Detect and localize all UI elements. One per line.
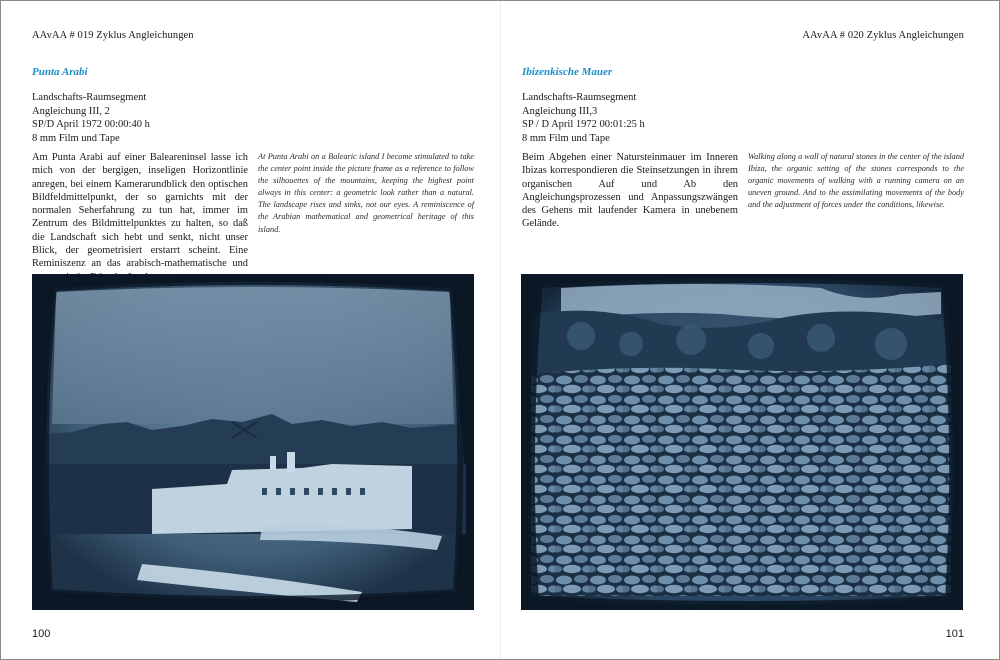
film-still-ibizenkische-mauer xyxy=(521,274,963,610)
german-text-left: Am Punta Arabi auf einer Baleareninsel lasse ich mich von der bergigen, inseligen Horizontlinie anregen, bei einem Kamerarundblick den optischen Bildfeldmittelpunkt, der so garnichts mit der normalen Seherfahrung zu tun hat, immer im Zentrum des Bildmittelpunktes zu halten, so daß die Landschaft sich hebt und senkt, nicht unser Blick, der geometrisiert erstarrt scheint. Eine Reminiszenz an das arabisch-mathematische und xyxy=(32,152,248,270)
meta-line: SP / D April 1972 00:01:25 h xyxy=(522,119,645,131)
left-page xyxy=(1,1,500,659)
page-number-right: 101 xyxy=(945,628,964,640)
german-text-right: Beim Abgehen einer Natursteinmauer im Inneren Ibizas korrespondieren die Steinsetzungen in ihrem organischen Auf und Ab den Angleichungsprozessen und Anpassungszwängen des Gehens mit laufender Kamera in unebenem Gelände. xyxy=(522,152,738,230)
work-meta-right xyxy=(522,91,645,145)
english-text-left: At Punta Arabi on a Balearic island I become stimulated to take the center point inside the picture frame as a reference to follow the silhouettes of the mountains, keeping the highest point always in this center: a geometric look rather than a natural. The landscape rises and sinks, not our eyes. A reminiscence of the Arabian mathematical and geometrical heritage of this island. xyxy=(258,152,474,234)
meta-line: Angleichung III,3 xyxy=(522,105,598,117)
work-title-punta-arabi: Punta Arabi xyxy=(32,66,88,78)
running-head-right: AAvAA # 020 Zyklus Angleichungen xyxy=(802,30,964,41)
work-title-ibizenkische-mauer: Ibizenkische Mauer xyxy=(522,66,613,78)
film-still-punta-arabi xyxy=(32,274,474,610)
film-still-image xyxy=(521,274,963,610)
running-head-left: AAvAA # 019 Zyklus Angleichungen xyxy=(32,30,194,41)
meta-line: SP/D April 1972 00:00:40 h xyxy=(32,119,150,131)
meta-line: 8 mm Film und Tape xyxy=(522,132,610,144)
meta-line: Landschafts-Raumsegment xyxy=(522,92,637,103)
page-number-left: 100 xyxy=(32,628,51,640)
film-still-image xyxy=(32,274,474,610)
meta-line: 8 mm Film und Tape xyxy=(32,132,120,144)
english-text-right: Walking along a wall of natural stones in the center of the island Ibiza, the organic setting of the stones corresponds to the organic movements of walking with a running camera on an uneven ground. And to the assimilating movements of the body and the adjustment of forces under the conditions, likewise. xyxy=(748,152,964,210)
meta-line: Landschafts-Raumsegment xyxy=(32,92,147,103)
meta-line: Angleichung III, 2 xyxy=(32,105,110,117)
right-page xyxy=(501,1,1000,659)
work-meta-left xyxy=(32,91,150,145)
